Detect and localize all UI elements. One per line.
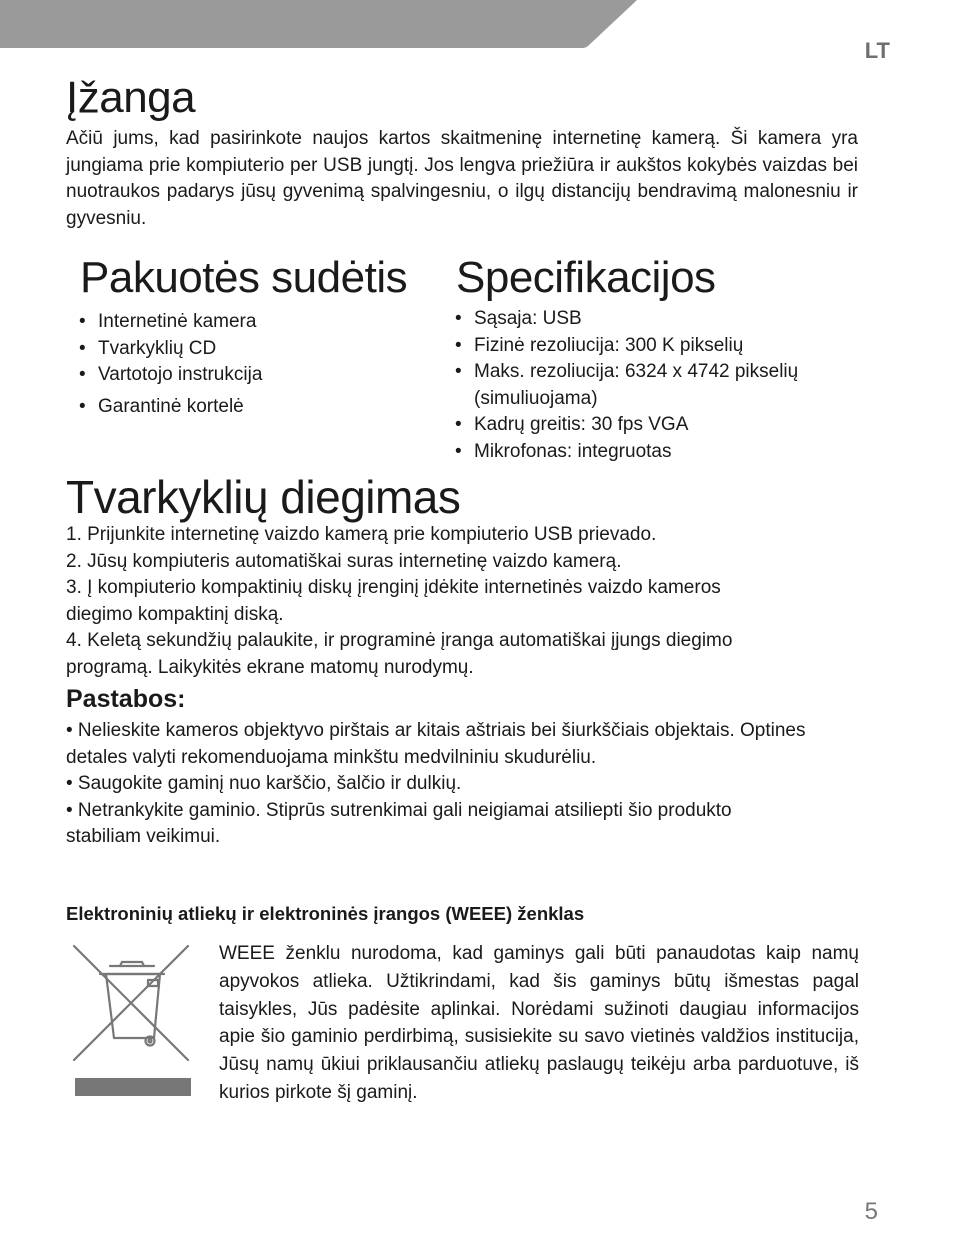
install-step: 3. Į kompiuterio kompaktinių diskų įrenginį įdėkite internetinės vaizdo kameros diegimo kompaktinį diską. <box>66 577 721 625</box>
weee-description: WEEE ženklu nurodoma, kad gaminys gali būti panaudotas kaip namų apyvokos atlieka. Užtikrindami, kad šis gaminys būtų išmestas pagal taisykles, Jūs padėsite aplinkai. Norėdami sužinoti daugiau informacijos apie šio gaminio perdirbimą, susisiekite su savo vietinės valdžios institucija, Jūsų namų ūkiui priklausančiu atliekų paslaugų teikėju arba parduotuve, iš kurios pirkote šį gaminį. <box>219 943 859 1103</box>
crossed-out-wheelie-bin-icon <box>70 942 194 1098</box>
intro-title: Įžanga <box>66 73 196 122</box>
install-step: 2. Jūsų kompiuteris automatiškai suras internetinę vaizdo kamerą. <box>66 550 622 572</box>
specifications-list <box>442 306 872 465</box>
list-item: • Tvarkyklių CD <box>66 336 406 363</box>
language-code: LT <box>864 38 890 63</box>
weee-heading: Elektroninių atliekų ir elektroninės įrangos (WEEE) ženklas <box>66 903 585 924</box>
notes-list <box>66 718 856 851</box>
list-item: • Sąsaja: USB <box>442 306 872 333</box>
intro-text: Ačiū jums, kad pasirinkote naujos kartos skaitmeninę internetinę kamerą. Ši kamera yra jungiama prie kompiuterio per USB jungtį. Jos lengva priežiūra ir aukštos kokybės vaizdas bei nuotraukos padarys jūsų gyvenimą spalvingesniu, o ilgų distancijų bendravimą malonesniu ir gyvesniu. <box>66 128 858 230</box>
list-item: • Vartotojo instrukcija <box>66 362 406 389</box>
list-item: • Mikrofonas: integruotas <box>442 439 872 466</box>
list-item: • Internetinė kamera <box>66 309 406 336</box>
header-banner <box>0 0 640 48</box>
list-item: • Garantinė kortelė <box>66 394 406 421</box>
notes-title: Pastabos: <box>66 685 186 713</box>
list-item: • Kadrų greitis: 30 fps VGA <box>442 412 872 439</box>
note-item: • Netrankykite gaminio. Stiprūs sutrenkimai gali neigiamai atsiliepti šio produkto stabiliam veikimui. <box>66 799 732 848</box>
header-banner-shape <box>0 0 637 48</box>
page-number: 5 <box>864 1198 878 1225</box>
weee-underline-bar <box>75 1078 191 1096</box>
package-contents-title: Pakuotės sudėtis <box>80 253 408 302</box>
driver-install-steps <box>66 522 826 682</box>
specifications-title: Specifikacijos <box>456 253 716 302</box>
install-step: 1. Prijunkite internetinę vaizdo kamerą prie kompiuterio USB prievado. <box>66 524 657 545</box>
driver-install-title: Tvarkyklių diegimas <box>66 471 461 523</box>
note-item: • Nelieskite kameros objektyvo pirštais ar kitais aštriais bei šiurkščiais objektais. Optines detales valyti rekomenduojama minkštu medvilniniu skudurėliu. <box>66 720 806 768</box>
package-contents-list <box>66 309 406 420</box>
list-item: • Fizinė rezoliucija: 300 K pikselių <box>442 333 872 360</box>
install-step: 4. Keletą sekundžių palaukite, ir programinė įranga automatiškai įjungs diegimo programą. Laikykitės ekrane matomų nurodymų. <box>66 630 733 678</box>
list-item: • Maks. rezoliucija: 6324 x 4742 pikselių (simuliuojama) <box>442 359 872 412</box>
note-item: • Saugokite gaminį nuo karščio, šalčio ir dulkių. <box>66 773 462 795</box>
